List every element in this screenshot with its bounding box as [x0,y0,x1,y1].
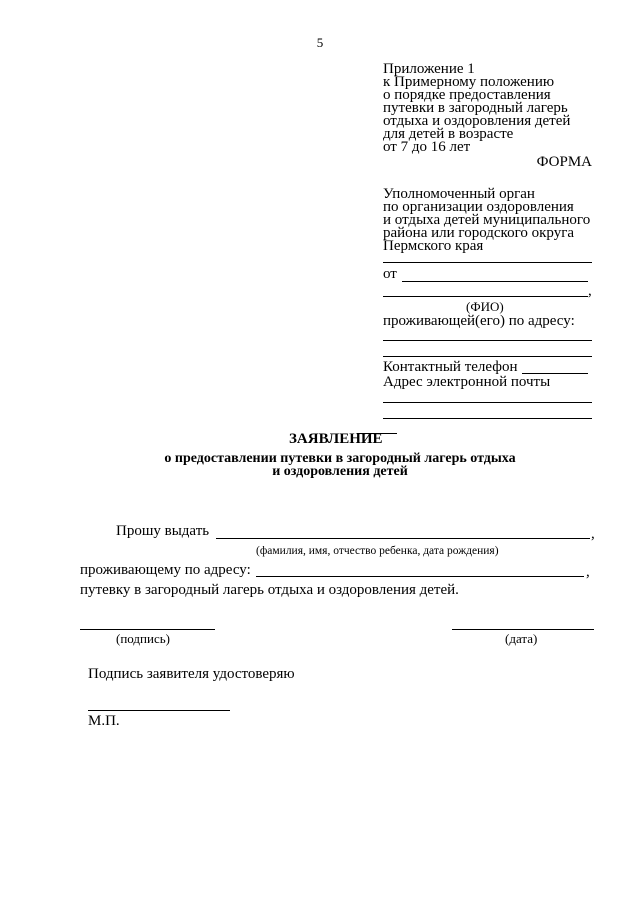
signature-hint: (подпись) [116,631,170,646]
certifier-signature-line[interactable] [88,710,230,711]
annex-line: от 7 до 16 лет [383,139,471,155]
addressee-line: по организации оздоровления [383,199,574,215]
from-label: от [383,266,397,282]
annex-line: Приложение 1 [383,61,475,77]
fio-hint: (ФИО) [466,299,504,314]
blank-line[interactable] [383,262,592,263]
stamp-label: М.П. [88,713,120,729]
annex-line: отдыха и оздоровления детей [383,113,571,129]
addressee-line: района или городского округа [383,225,575,241]
certify-text: Подпись заявителя удостоверяю [88,666,295,682]
residing-label: проживающей(его) по адресу: [383,313,575,329]
page-number: 5 [316,35,324,50]
addressee-line: и отдыха детей муниципального [383,212,591,228]
annex-line: о порядке предоставления [383,87,551,103]
annex-line: для детей в возрасте [383,126,514,142]
comma-mark: , [588,283,592,299]
email-line-2[interactable] [383,418,592,419]
signature-line[interactable] [80,629,215,630]
from-name-line[interactable] [402,281,588,282]
child-info-hint: (фамилия, имя, отчество ребенка, дата рождения) [256,545,499,557]
camp-text: путевку в загородный лагерь отдыха и оздоровления детей. [80,582,459,598]
date-line[interactable] [452,629,594,630]
date-hint: (дата) [505,631,538,646]
form-label: ФОРМА [536,154,592,170]
address-line-1[interactable] [383,340,592,341]
address-label: проживающему по адресу: [80,562,251,578]
email-line-1[interactable] [383,402,592,403]
annex-line: к Примерному положению [383,74,555,90]
address-line-2[interactable] [383,356,592,357]
title-stray-line [357,433,397,434]
title-subtitle-line2: и оздоровления детей [272,464,408,479]
addressee-line: Пермского края [383,238,484,254]
child-address-line[interactable] [256,576,584,577]
addressee-line: Уполномоченный орган [383,186,535,202]
comma-mark: , [591,526,595,542]
document-title: ЗАЯВЛЕНИЕ [289,431,383,447]
request-label: Прошу выдать [116,523,210,539]
comma-mark: , [586,564,590,580]
child-info-line[interactable] [216,538,590,539]
phone-label: Контактный телефон [383,359,518,375]
annex-line: путевки в загородный лагерь [383,100,568,116]
from-name-line-2[interactable] [383,296,588,297]
email-label: Адрес электронной почты [383,374,551,390]
title-subtitle-line1: о предоставлении путевки в загородный лагерь отдыха [164,451,516,466]
